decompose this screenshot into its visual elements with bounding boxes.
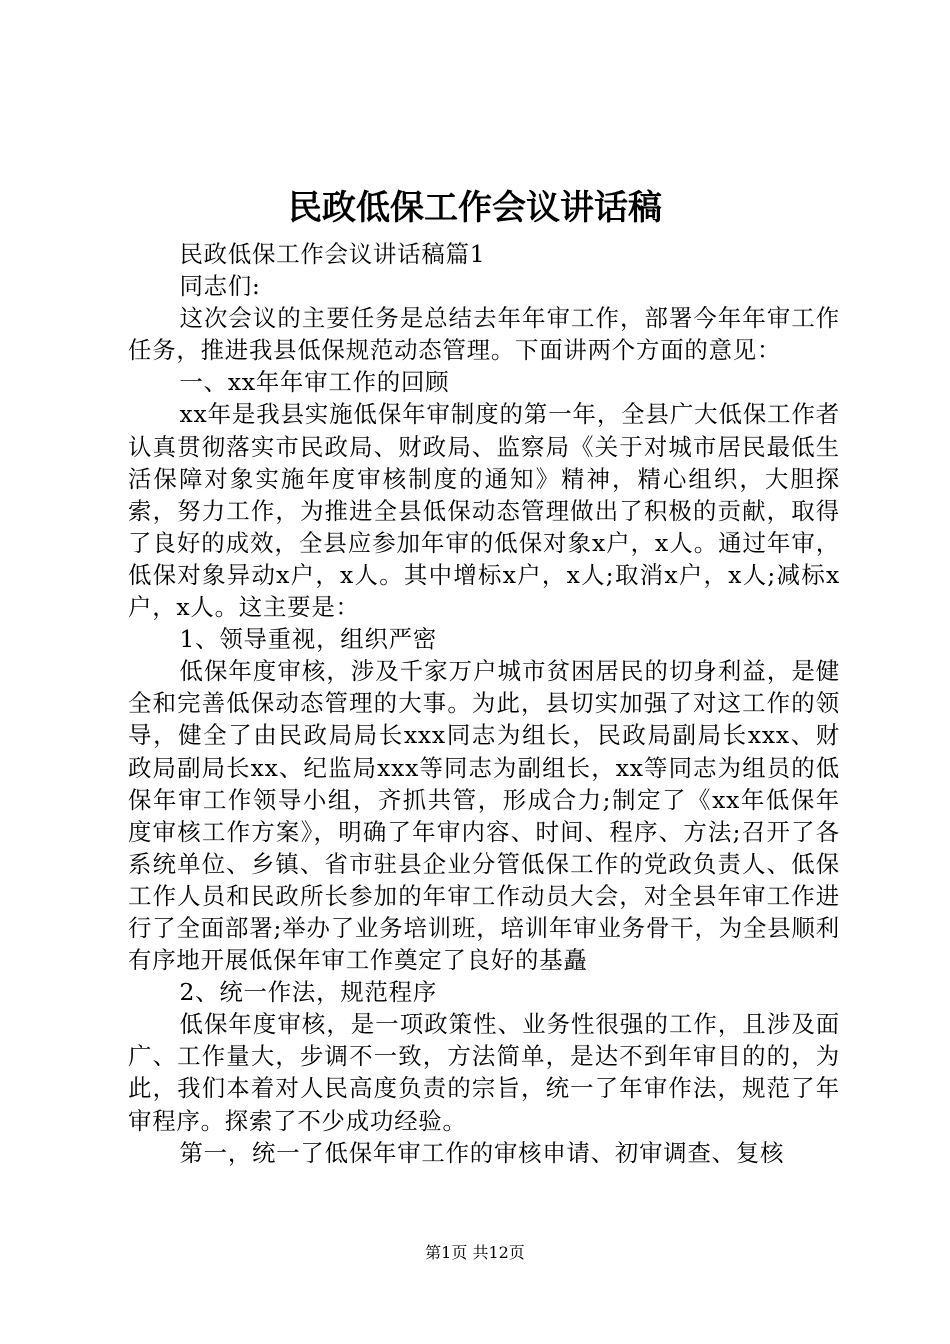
paragraph: xx年是我县实施低保年审制度的第一年，全县广大低保工作者认真贯彻落实市民政局、财政局、监察局《关于对城市居民最低生活保障对象实施年度审核制度的通知》精神，精心组织，大胆探索，努力工作，为推进全县低保动态管理做出了积极的贡献，取得了良好的成效，全县应参加年审的低保对象x户，x人。通过年审，低保对象异动x户，x人。其中增标x户，x人;取消x户，x人;减标x户，x人。这主要是： [128,400,840,622]
paragraph: 低保年度审核，是一项政策性、业务性很强的工作，且涉及面广、工作量大，步调不一致，方法简单，是达不到年审目的的，为此，我们本着对人民高度负责的宗旨，统一了年审作法，规范了年审程序。探索了不少成功经验。 [128,1010,840,1135]
document-title: 民政低保工作会议讲话稿 [288,188,662,228]
paragraph: 低保年度审核，涉及千家万户城市贫困居民的切身利益，是健全和完善低保动态管理的大事。为此，县切实加强了对这工作的领导，健全了由民政局局长xxx同志为组长，民政局副局长xxx、财政局副局长xx、纪监局xxx等同志为副组长，xx等同志为组员的低保年审工作领导小组，齐抓共管，形成合力;制定了《xx年低保年度审核工作方案》，明确了年审内容、时间、程序、方法;召开了各系统单位、乡镇、省市驻县企业分管低保工作的党政负责人、低保工作人员和民政所长参加的年审工作动员大会，对全县年审工作进行了全面部署;举办了业务培训班，培训年审业务骨干，为全县顺利有序地开展低保年审工作奠定了良好的基矗 [128,657,840,975]
paragraph: 第一，统一了低保年审工作的审核申请、初审调查、复核 [179,1138,785,1167]
section-heading: 一、xx年年审工作的回顾 [179,368,450,397]
paragraph-salutation: 同志们: [179,272,261,301]
paragraph: 这次会议的主要任务是总结去年年审工作，部署今年年审工作任务，推进我县低保规范动态管理。下面讲两个方面的意见： [128,304,840,365]
subsection-heading: 1、领导重视，组织严密 [179,625,438,654]
document-body [128,238,840,1169]
subsection-heading: 2、统一作法，规范程序 [179,978,438,1007]
page-number-footer: 第1页 共12页 [425,1243,525,1262]
paragraph-subtitle: 民政低保工作会议讲话稿篇1 [179,240,486,268]
